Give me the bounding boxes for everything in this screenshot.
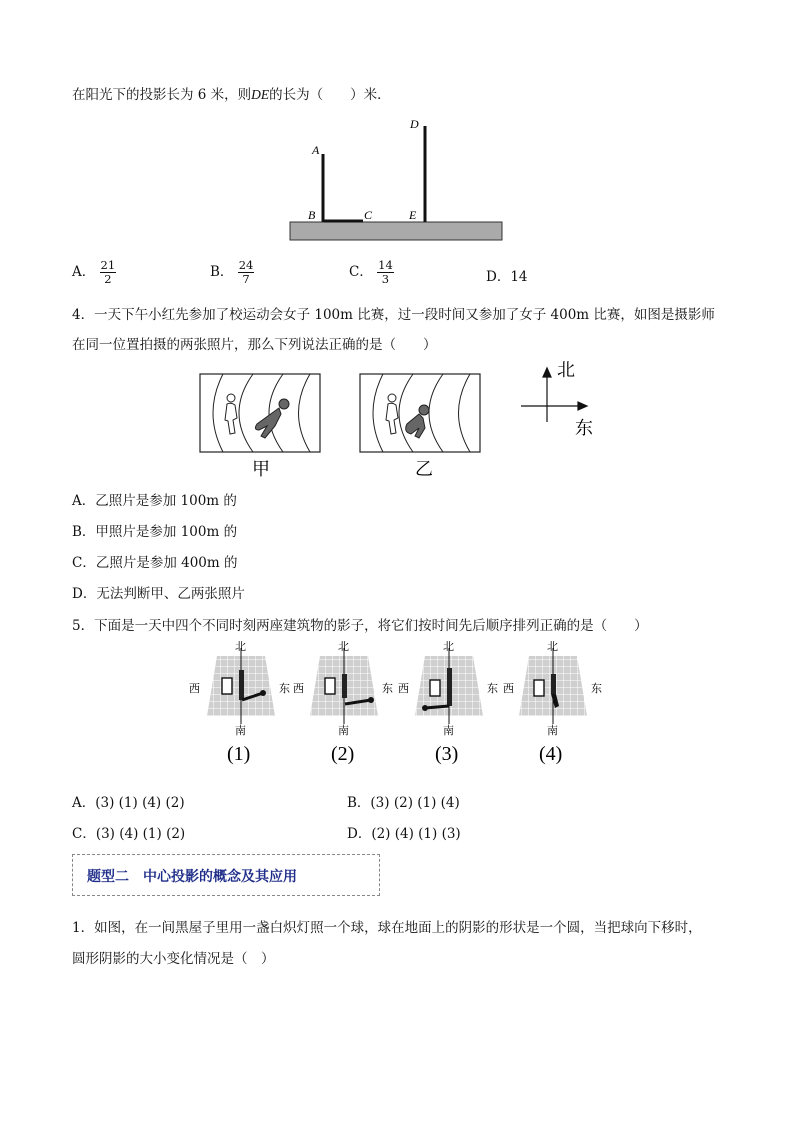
compass bbox=[521, 368, 587, 422]
fraction: $\frac{21}{2}$ bbox=[100, 258, 116, 286]
q5-figure bbox=[185, 638, 615, 770]
q5-option-d[interactable]: D．(2) (4) (1) (3) bbox=[347, 826, 461, 842]
svg-text:东: 东 bbox=[591, 682, 602, 695]
caption-yi: 乙 bbox=[415, 459, 433, 480]
label-b: B bbox=[308, 208, 316, 222]
compass-east: 东 bbox=[575, 418, 593, 439]
svg-text:南: 南 bbox=[338, 724, 349, 737]
compass-north: 北 bbox=[557, 360, 575, 381]
label-c: C bbox=[364, 208, 373, 222]
svg-text:北: 北 bbox=[235, 640, 246, 653]
section-heading-box bbox=[72, 854, 380, 896]
q4-option-c[interactable]: C．乙照片是参加 400m 的 bbox=[72, 555, 238, 571]
q3-option-c[interactable]: C． $\frac{14}{3}$ bbox=[349, 258, 393, 286]
panel-label-2: (2) bbox=[331, 743, 355, 765]
q3-option-a[interactable]: A． $\frac{21}{2}$ bbox=[72, 258, 116, 286]
svg-text:北: 北 bbox=[547, 640, 558, 653]
svg-text:北: 北 bbox=[443, 640, 454, 653]
panel-label-1: (1) bbox=[227, 743, 251, 765]
svg-text:南: 南 bbox=[443, 724, 454, 737]
label-d: D bbox=[410, 117, 419, 131]
q1-stem-line1: 1．如图，在一间黑屋子里用一盏白炽灯照一个球，球在地面上的阴影的形状是一个圆，当把球向下移时， bbox=[72, 920, 702, 936]
q1-stem-line2: 圆形阴影的大小变化情况是（ ） bbox=[72, 951, 275, 967]
q5-option-b[interactable]: B．(3) (2) (1) (4) bbox=[347, 795, 460, 811]
svg-text:西: 西 bbox=[398, 682, 409, 695]
panel-4 bbox=[519, 648, 587, 724]
panel-label-3: (3) bbox=[435, 743, 459, 765]
q3-option-b[interactable]: B． $\frac{24}{7}$ bbox=[210, 258, 254, 286]
q3-figure bbox=[280, 110, 520, 250]
ground bbox=[290, 222, 502, 240]
q4-option-b[interactable]: B．甲照片是参加 100m 的 bbox=[72, 524, 238, 540]
panel-3 bbox=[415, 648, 483, 724]
fraction: $\frac{24}{7}$ bbox=[238, 258, 254, 286]
panel-1 bbox=[207, 648, 275, 724]
q3-stem: 在阳光下的投影长为 6 米，则DE的长为（ ）米． bbox=[72, 87, 391, 103]
label-a: A bbox=[312, 143, 320, 157]
svg-text:东: 东 bbox=[487, 682, 498, 695]
q4-stem-line2: 在同一位置拍摄的两张照片，那么下列说法正确的是（ ） bbox=[72, 337, 437, 353]
panel-label-4: (4) bbox=[539, 743, 563, 765]
svg-text:西: 西 bbox=[503, 682, 514, 695]
q4-option-d[interactable]: D．无法判断甲、乙两张照片 bbox=[72, 586, 245, 602]
svg-text:东: 东 bbox=[279, 682, 290, 695]
q4-stem-line1: 4．一天下午小红先参加了校运动会女子 100m 比赛，过一段时间又参加了女子 400m 比赛，如图是摄影师 bbox=[72, 307, 715, 323]
svg-text:北: 北 bbox=[338, 640, 349, 653]
q5-option-c[interactable]: C．(3) (4) (1) (2) bbox=[72, 826, 186, 842]
q4-option-a[interactable]: A．乙照片是参加 100m 的 bbox=[72, 493, 237, 509]
q4-figure bbox=[195, 358, 615, 483]
fraction: $\frac{14}{3}$ bbox=[378, 258, 393, 286]
label-e: E bbox=[409, 208, 417, 222]
section-title: 题型二 中心投影的概念及其应用 bbox=[87, 869, 297, 885]
q5-option-a[interactable]: A．(3) (1) (4) (2) bbox=[72, 795, 185, 811]
svg-text:东: 东 bbox=[382, 682, 393, 695]
q5-stem: 5．下面是一天中四个不同时刻两座建筑物的影子，将它们按时间先后顺序排列正确的是（ ） bbox=[72, 618, 648, 634]
q3-option-d[interactable]: D．14 bbox=[486, 269, 528, 285]
svg-text:南: 南 bbox=[547, 724, 558, 737]
svg-text:西: 西 bbox=[293, 682, 304, 695]
panel-2 bbox=[310, 648, 378, 724]
caption-jia: 甲 bbox=[252, 459, 270, 480]
svg-text:南: 南 bbox=[235, 724, 246, 737]
svg-text:西: 西 bbox=[189, 682, 200, 695]
photo-jia bbox=[200, 374, 320, 452]
photo-yi bbox=[360, 374, 480, 452]
